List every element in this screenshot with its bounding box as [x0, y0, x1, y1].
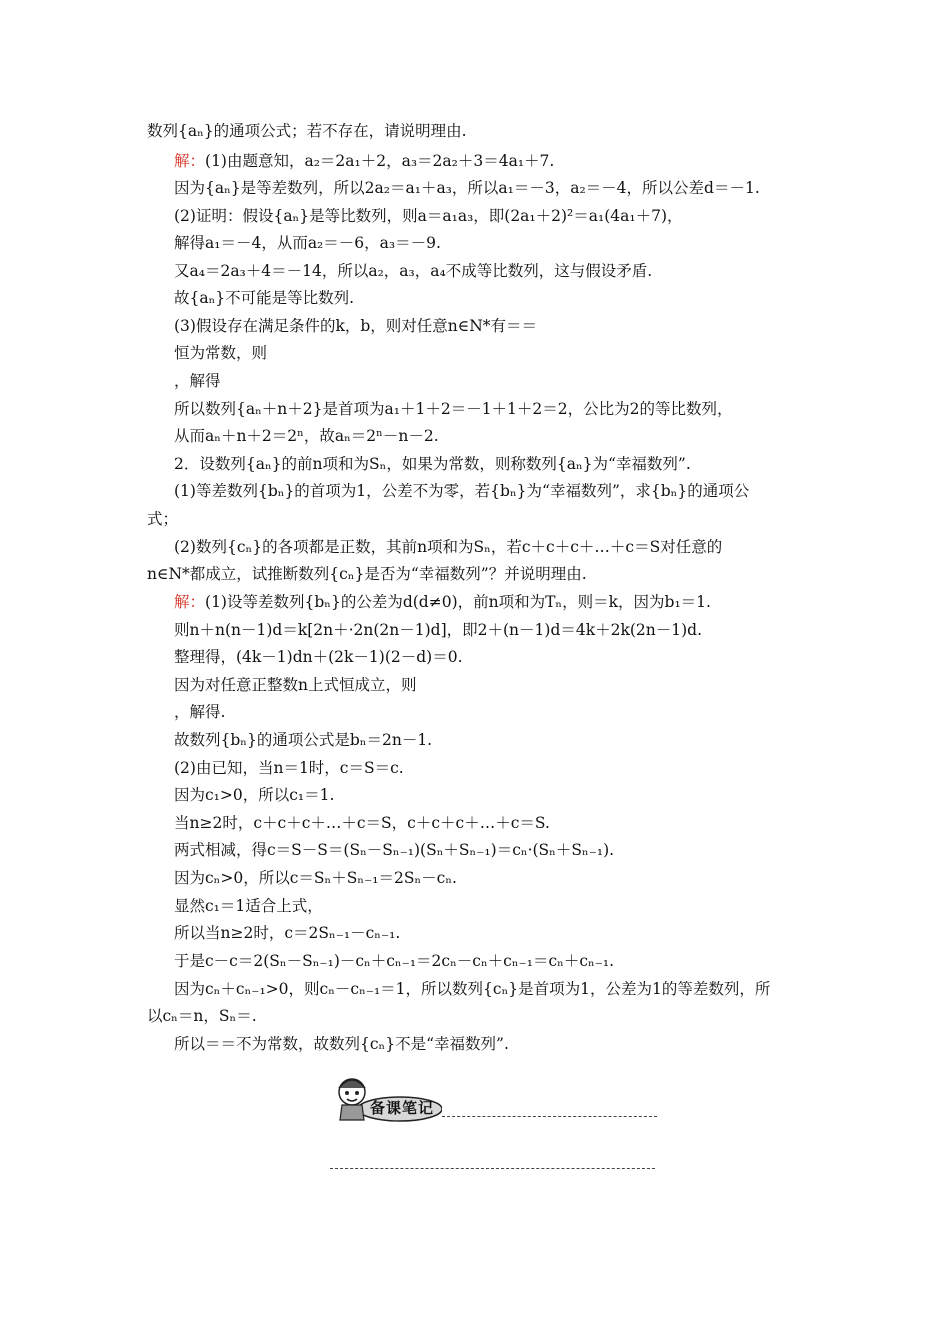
text-line: 两式相减，得c＝S－S＝(Sₙ－Sₙ₋₁)(Sₙ＋Sₙ₋₁)＝cₙ·(Sₙ＋Sₙ₋₁).: [174, 841, 615, 859]
text-line: 2．设数列{aₙ}的前n项和为Sₙ，如果为常数，则称数列{aₙ}为“幸福数列”.: [174, 455, 691, 473]
text-line: 因为cₙ>0，所以c＝Sₙ＋Sₙ₋₁＝2Sₙ－cₙ.: [174, 869, 457, 887]
text-line: 解：(1)设等差数列{bₙ}的公差为d(d≠0)，前n项和为Tₙ，则＝k，因为b₁＝1.: [174, 593, 711, 611]
text-line: ，解得.: [174, 703, 226, 721]
text-line: 数列{aₙ}的通项公式；若不存在，请说明理由.: [147, 122, 467, 140]
text-line: 以cₙ＝n，Sₙ＝.: [147, 1007, 257, 1025]
text-line: 式；: [147, 510, 179, 528]
text-line: 所以＝＝不为常数，故数列{cₙ}不是“幸福数列”.: [174, 1035, 509, 1053]
text-line: 因为c₁>0，所以c₁＝1.: [174, 786, 335, 804]
text-line: (3)假设存在满足条件的k，b，则对任意n∈N*有＝＝: [174, 317, 538, 335]
text-line: 显然c₁＝1适合上式，: [174, 897, 323, 915]
text-line: 解：(1)由题意知，a₂＝2a₁＋2，a₃＝2a₂＋3＝4a₁＋7.: [174, 152, 555, 170]
notes-line: [330, 1168, 655, 1169]
text-line: (1)等差数列{bₙ}的首项为1，公差不为零，若{bₙ}为“幸福数列”，求{bₙ}的通项公: [174, 482, 750, 500]
text-line: 于是c－c＝2(Sₙ－Sₙ₋₁)－cₙ＋cₙ₋₁＝2cₙ－cₙ＋cₙ₋₁＝cₙ＋cₙ₋₁.: [174, 952, 615, 970]
solution-label: 解：: [174, 152, 206, 170]
text-line: (2)由已知，当n＝1时，c＝S＝c.: [174, 759, 404, 777]
solution-label: 解：: [174, 593, 206, 611]
lesson-notes-badge: [330, 1074, 442, 1124]
text-line: 从而aₙ＋n＋2＝2ⁿ，故aₙ＝2ⁿ－n－2.: [174, 427, 439, 445]
text-line: 又a₄＝2a₃＋4＝－14，所以a₂，a₃，a₄不成等比数列，这与假设矛盾.: [174, 262, 653, 280]
text-line: 故{aₙ}不可能是等比数列.: [174, 289, 355, 307]
text-line: 解得a₁＝－4，从而a₂＝－6，a₃＝－9.: [174, 234, 441, 252]
notes-line: [442, 1116, 657, 1117]
text-line: 因为{aₙ}是等差数列，所以2a₂＝a₁＋a₃，所以a₁＝－3，a₂＝－4，所以公差d＝－1.: [174, 179, 760, 197]
text-line: 所以当n≥2时，c＝2Sₙ₋₁－cₙ₋₁.: [174, 924, 401, 942]
text-line: 故数列{bₙ}的通项公式是bₙ＝2n－1.: [174, 731, 433, 749]
text-line: 因为cₙ＋cₙ₋₁>0，则cₙ－cₙ₋₁＝1，所以数列{cₙ}是首项为1，公差为1的等差数列，所: [174, 980, 771, 998]
text-line: 因为对任意正整数n上式恒成立，则: [174, 676, 417, 694]
text-line: 恒为常数，则: [174, 344, 268, 362]
text-line: (2)证明：假设{aₙ}是等比数列，则a＝a₁a₃，即(2a₁＋2)²＝a₁(4a₁＋7)，: [174, 207, 683, 225]
text-line: (2)数列{cₙ}的各项都是正数，其前n项和为Sₙ，若c＋c＋c＋…＋c＝S对任意的: [174, 538, 723, 556]
text-line: 当n≥2时，c＋c＋c＋…＋c＝S，c＋c＋c＋…＋c＝S.: [174, 814, 550, 832]
lesson-notes-title: 备课笔记: [370, 1099, 435, 1117]
text-line: ，解得: [174, 372, 221, 390]
text-line: 所以数列{aₙ＋n＋2}是首项为a₁＋1＋2＝－1＋1＋2＝2，公比为2的等比数列，: [174, 400, 733, 418]
lesson-notes-area: [330, 1074, 660, 1184]
text-line: 则n＋n(n－1)d＝k[2n＋·2n(2n－1)d]，即2＋(n－1)d＝4k＋2k(2n－1)d.: [174, 621, 703, 639]
text-line: 整理得，(4k－1)dn＋(2k－1)(2－d)＝0.: [174, 648, 463, 666]
text-line: n∈N*都成立，试推断数列{cₙ}是否为“幸福数列”？并说明理由.: [147, 565, 587, 583]
